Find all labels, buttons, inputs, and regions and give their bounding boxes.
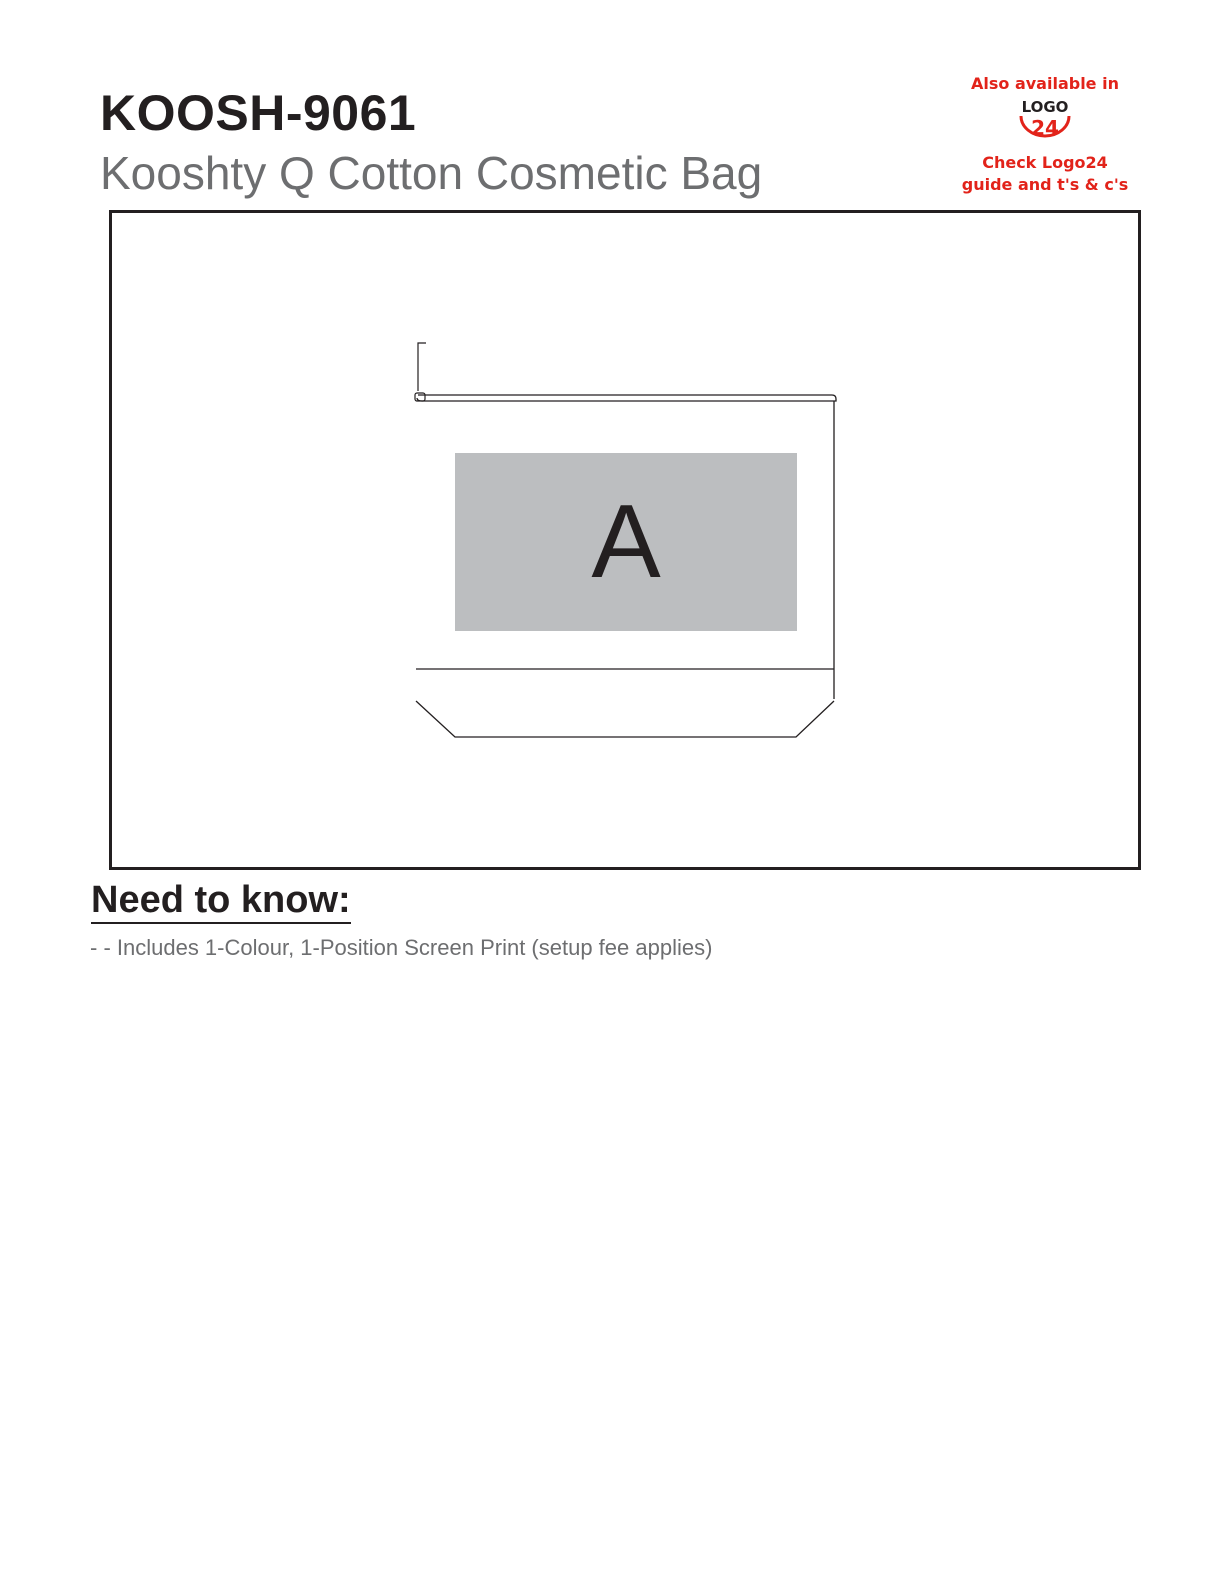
list-item: - - Includes 1-Colour, 1-Position Screen Print (setup fee applies) — [90, 935, 713, 960]
logo24-terms-text: guide and t's & c's — [961, 175, 1129, 194]
logo24-badge — [950, 74, 1140, 196]
logo24-number: 24 — [1031, 116, 1059, 140]
product-drawing-frame — [109, 210, 1141, 870]
product-code: KOOSH-9061 — [100, 85, 417, 141]
logo24-icon — [1013, 96, 1077, 152]
print-area-a — [455, 453, 797, 631]
need-to-know-heading: Need to know: — [91, 881, 351, 924]
need-to-know-list — [90, 934, 712, 962]
print-area-label: A — [591, 484, 661, 600]
logo24-word: LOGO — [1021, 98, 1069, 116]
product-name: Kooshty Q Cotton Cosmetic Bag — [100, 147, 763, 199]
logo24-check-text: Check Logo24 — [982, 153, 1108, 172]
logo24-available-text: Also available in — [971, 74, 1119, 93]
